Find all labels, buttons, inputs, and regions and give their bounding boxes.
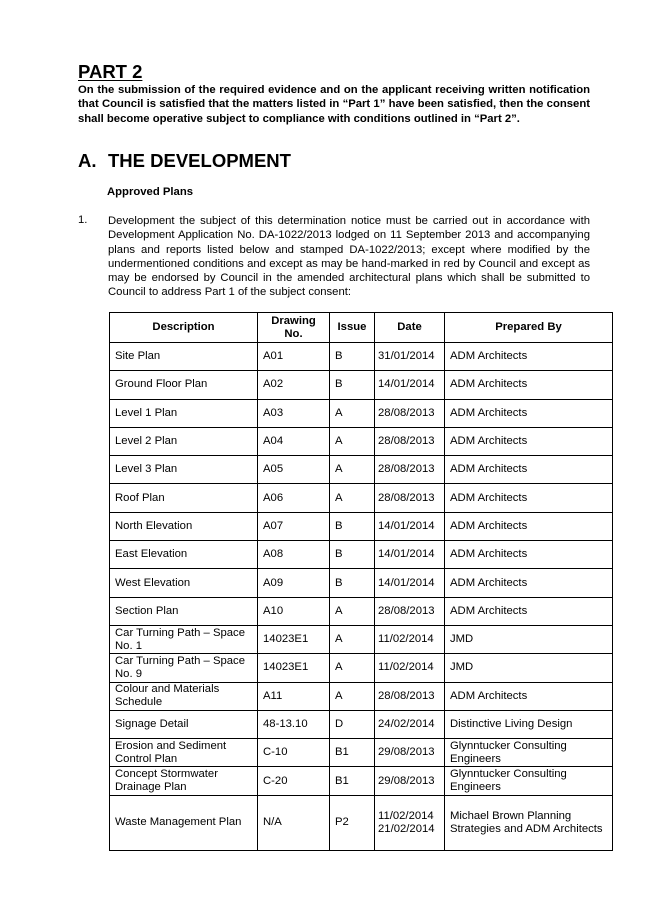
cell-drawing-no: A07 bbox=[258, 512, 330, 540]
table-row bbox=[110, 710, 613, 738]
item-text: Development the subject of this determination notice must be carried out in accordance with Development Application No. DA-1022/2013 lodged on 11 September 2013 and accompanying plans and reports listed below and stamped DA-1022/2013; except where modified by the undermentioned conditions and except as may be hand-marked in red by Council and except as may be endorsed by Council in the amended architectural plans which shall be submitted to Council to address Part 1 of the subject consent: bbox=[108, 215, 590, 299]
cell-drawing-no: 48-13.10 bbox=[258, 710, 330, 738]
cell-drawing-no: A11 bbox=[258, 682, 330, 710]
cell-description: Roof Plan bbox=[110, 484, 258, 512]
cell-prepared-by: ADM Architects bbox=[445, 541, 613, 569]
table-row bbox=[110, 682, 613, 710]
cell-issue: A bbox=[330, 654, 375, 682]
table-row bbox=[110, 399, 613, 427]
item-number: 1. bbox=[78, 214, 88, 226]
table-row bbox=[110, 512, 613, 540]
cell-issue: A bbox=[330, 484, 375, 512]
cell-prepared-by: ADM Architects bbox=[445, 512, 613, 540]
cell-issue: A bbox=[330, 399, 375, 427]
cell-issue: B1 bbox=[330, 739, 375, 767]
cell-description: Section Plan bbox=[110, 597, 258, 625]
cell-issue: B bbox=[330, 569, 375, 597]
cell-issue: D bbox=[330, 710, 375, 738]
cell-issue: B bbox=[330, 541, 375, 569]
cell-issue: B1 bbox=[330, 767, 375, 795]
cell-prepared-by: ADM Architects bbox=[445, 456, 613, 484]
table-header-row bbox=[110, 313, 613, 343]
cell-prepared-by: Michael Brown Planning Strategies and ADM Architects bbox=[445, 795, 613, 850]
cell-date: 14/01/2014 bbox=[375, 541, 445, 569]
table-row bbox=[110, 371, 613, 399]
cell-date: 11/02/2014 21/02/2014 bbox=[375, 795, 445, 850]
cell-description: Concept Stormwater Drainage Plan bbox=[110, 767, 258, 795]
cell-drawing-no: A01 bbox=[258, 343, 330, 371]
cell-date: 11/02/2014 bbox=[375, 654, 445, 682]
table-row bbox=[110, 484, 613, 512]
cell-issue: A bbox=[330, 682, 375, 710]
cell-date: 28/08/2013 bbox=[375, 427, 445, 455]
cell-prepared-by: Distinctive Living Design bbox=[445, 710, 613, 738]
cell-description: North Elevation bbox=[110, 512, 258, 540]
cell-drawing-no: A08 bbox=[258, 541, 330, 569]
table-row bbox=[110, 654, 613, 682]
cell-prepared-by: JMD bbox=[445, 654, 613, 682]
section-heading bbox=[78, 150, 291, 172]
cell-drawing-no: A03 bbox=[258, 399, 330, 427]
cell-date: 29/08/2013 bbox=[375, 767, 445, 795]
header-prepared-by: Prepared By bbox=[445, 313, 613, 343]
cell-date: 11/02/2014 bbox=[375, 625, 445, 653]
cell-description: Level 2 Plan bbox=[110, 427, 258, 455]
cell-drawing-no: 14023E1 bbox=[258, 625, 330, 653]
cell-drawing-no: A10 bbox=[258, 597, 330, 625]
cell-prepared-by: Glynntucker Consulting Engineers bbox=[445, 767, 613, 795]
cell-date: 24/02/2014 bbox=[375, 710, 445, 738]
cell-description: Car Turning Path – Space No. 9 bbox=[110, 654, 258, 682]
table-row bbox=[110, 456, 613, 484]
cell-date: 28/08/2013 bbox=[375, 682, 445, 710]
cell-drawing-no: A09 bbox=[258, 569, 330, 597]
cell-drawing-no: 14023E1 bbox=[258, 654, 330, 682]
cell-date: 28/08/2013 bbox=[375, 456, 445, 484]
table-row bbox=[110, 597, 613, 625]
header-date: Date bbox=[375, 313, 445, 343]
cell-description: Erosion and Sediment Control Plan bbox=[110, 739, 258, 767]
cell-date: 14/01/2014 bbox=[375, 371, 445, 399]
cell-date: 14/01/2014 bbox=[375, 512, 445, 540]
cell-issue: A bbox=[330, 456, 375, 484]
cell-drawing-no: A06 bbox=[258, 484, 330, 512]
cell-prepared-by: ADM Architects bbox=[445, 682, 613, 710]
cell-drawing-no: A02 bbox=[258, 371, 330, 399]
cell-prepared-by: JMD bbox=[445, 625, 613, 653]
cell-issue: B bbox=[330, 512, 375, 540]
table-row bbox=[110, 427, 613, 455]
cell-prepared-by: Glynntucker Consulting Engineers bbox=[445, 739, 613, 767]
cell-description: Car Turning Path – Space No. 1 bbox=[110, 625, 258, 653]
cell-description: East Elevation bbox=[110, 541, 258, 569]
cell-date: 28/08/2013 bbox=[375, 484, 445, 512]
section-letter: A. bbox=[78, 150, 97, 171]
table-row bbox=[110, 625, 613, 653]
cell-issue: P2 bbox=[330, 795, 375, 850]
approved-plans-table bbox=[109, 312, 613, 851]
cell-issue: B bbox=[330, 371, 375, 399]
cell-description: Signage Detail bbox=[110, 710, 258, 738]
table-row bbox=[110, 767, 613, 795]
cell-date: 14/01/2014 bbox=[375, 569, 445, 597]
cell-drawing-no: C-20 bbox=[258, 767, 330, 795]
cell-issue: A bbox=[330, 597, 375, 625]
cell-description: West Elevation bbox=[110, 569, 258, 597]
cell-issue: A bbox=[330, 427, 375, 455]
cell-prepared-by: ADM Architects bbox=[445, 343, 613, 371]
cell-issue: A bbox=[330, 625, 375, 653]
cell-date: 29/08/2013 bbox=[375, 739, 445, 767]
cell-drawing-no: A04 bbox=[258, 427, 330, 455]
cell-date: 28/08/2013 bbox=[375, 399, 445, 427]
table-row bbox=[110, 739, 613, 767]
cell-prepared-by: ADM Architects bbox=[445, 427, 613, 455]
table-row bbox=[110, 541, 613, 569]
cell-description: Ground Floor Plan bbox=[110, 371, 258, 399]
table-row bbox=[110, 569, 613, 597]
cell-prepared-by: ADM Architects bbox=[445, 484, 613, 512]
cell-description: Site Plan bbox=[110, 343, 258, 371]
cell-description: Waste Management Plan bbox=[110, 795, 258, 850]
cell-drawing-no: C-10 bbox=[258, 739, 330, 767]
part-intro: On the submission of the required evidence and on the applicant receiving written notification that Council is satisfied that the matters listed in “Part 1” have been satisfied, then the consent shall become operative subject to compliance with conditions outlined in “Part 2”. bbox=[78, 84, 590, 125]
cell-drawing-no: A05 bbox=[258, 456, 330, 484]
approved-plans-heading: Approved Plans bbox=[107, 186, 194, 198]
cell-prepared-by: ADM Architects bbox=[445, 399, 613, 427]
header-drawing-no: Drawing No. bbox=[258, 313, 330, 343]
table-row bbox=[110, 343, 613, 371]
cell-description: Level 3 Plan bbox=[110, 456, 258, 484]
header-description: Description bbox=[110, 313, 258, 343]
cell-date: 31/01/2014 bbox=[375, 343, 445, 371]
cell-issue: B bbox=[330, 343, 375, 371]
part-title: PART 2 bbox=[78, 61, 143, 82]
cell-prepared-by: ADM Architects bbox=[445, 597, 613, 625]
cell-description: Colour and Materials Schedule bbox=[110, 682, 258, 710]
header-issue: Issue bbox=[330, 313, 375, 343]
cell-drawing-no: N/A bbox=[258, 795, 330, 850]
cell-prepared-by: ADM Architects bbox=[445, 371, 613, 399]
section-title: THE DEVELOPMENT bbox=[108, 150, 291, 171]
cell-date: 28/08/2013 bbox=[375, 597, 445, 625]
table-row bbox=[110, 795, 613, 850]
cell-description: Level 1 Plan bbox=[110, 399, 258, 427]
cell-prepared-by: ADM Architects bbox=[445, 569, 613, 597]
